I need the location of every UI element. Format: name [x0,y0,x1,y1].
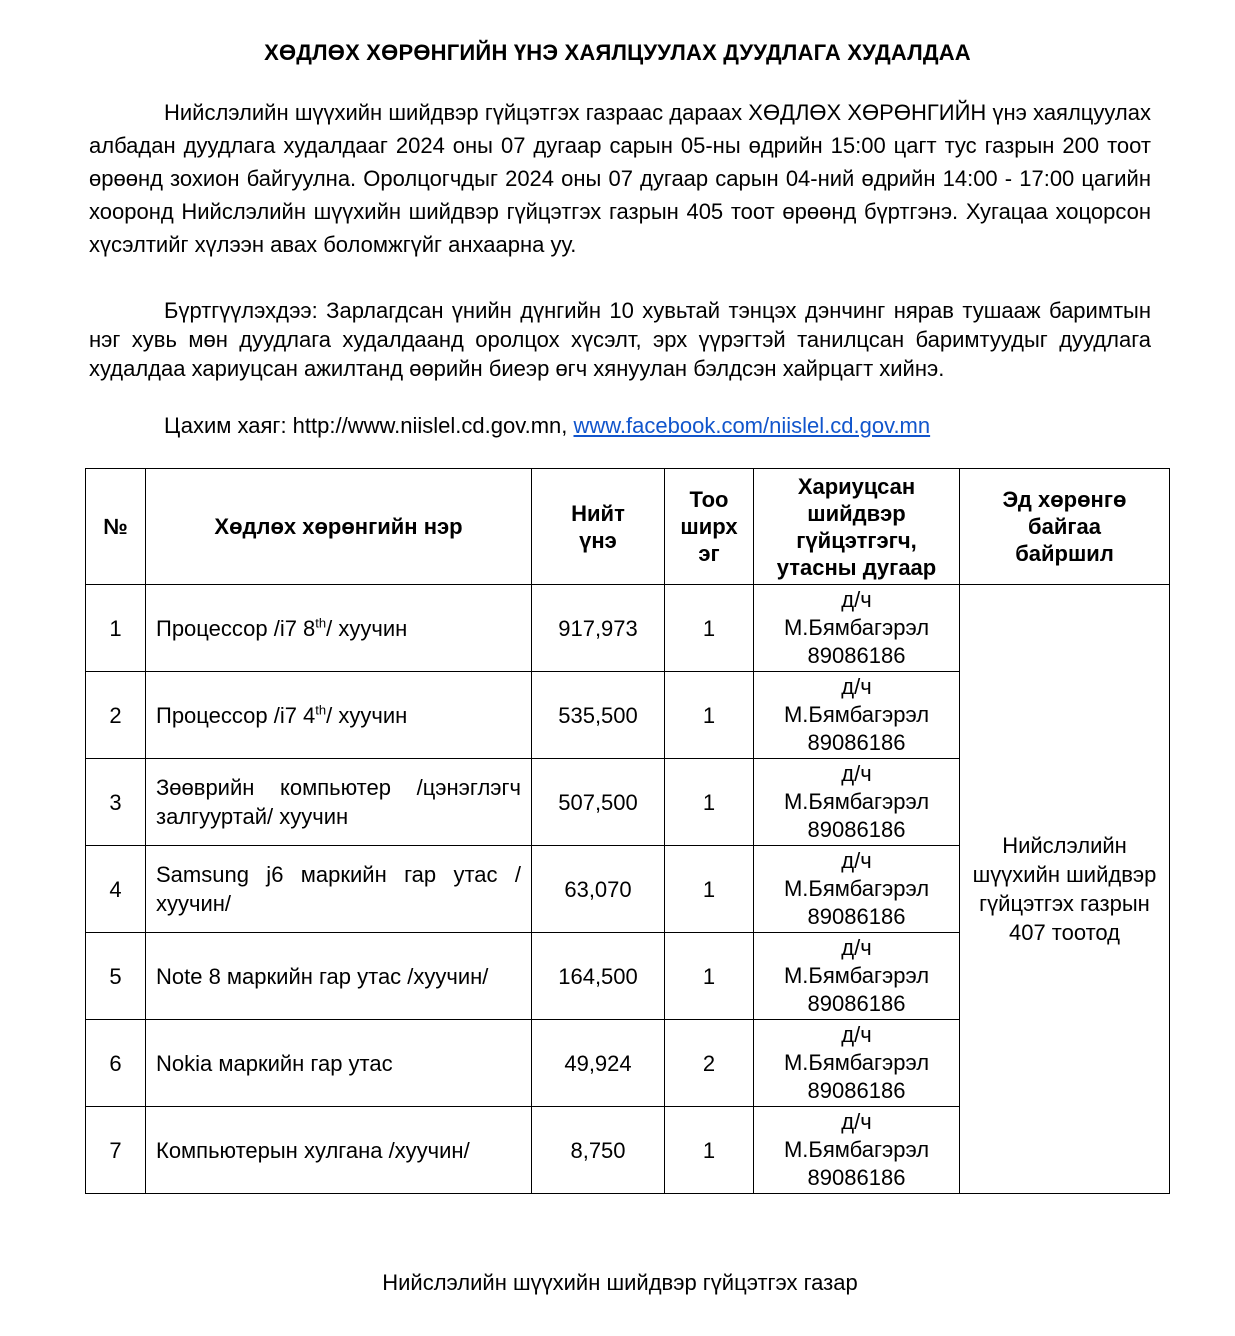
item-price: 164,500 [532,933,665,1020]
items-table [85,468,1170,1194]
header-price: Нийт үнэ [532,469,665,585]
item-quantity: 1 [665,672,754,759]
header-location: Эд хөрөнгө байгаа байршил [960,469,1170,585]
item-responsible: д/ч М.Бямбагэрэл 89086186 [754,672,960,759]
footer-organization: Нийслэлийн шүүхийн шийдвэр гүйцэтгэх газар [382,1270,858,1295]
item-responsible: д/ч М.Бямбагэрэл 89086186 [754,846,960,933]
item-name: Зөөврийн компьютер /цэнэглэгч залгууртай/ хуучин [146,759,532,846]
item-responsible: д/ч М.Бямбагэрэл 89086186 [754,1107,960,1194]
item-number: 6 [86,1020,146,1107]
item-name: Процессор /i7 8th/ хуучин [146,585,532,672]
item-number: 4 [86,846,146,933]
item-number: 5 [86,933,146,1020]
item-price: 8,750 [532,1107,665,1194]
item-quantity: 1 [665,759,754,846]
item-number: 3 [86,759,146,846]
table-header-row [86,469,1170,585]
item-responsible: д/ч М.Бямбагэрэл 89086186 [754,585,960,672]
item-quantity: 1 [665,933,754,1020]
document-title: ХӨДЛӨХ ХӨРӨНГИЙН ҮНЭ ХАЯЛЦУУЛАХ ДУУДЛАГА ХУДАЛДАА [264,40,971,65]
item-quantity: 1 [665,846,754,933]
header-name: Хөдлөх хөрөнгийн нэр [146,469,532,585]
item-location: Нийслэлийн шүүхийн шийдвэр гүйцэтгэх газрын 407 тоотод [960,585,1170,1194]
item-name: Nokia маркийн гар утас [146,1020,532,1107]
item-price: 507,500 [532,759,665,846]
contact-line [164,410,1154,442]
item-quantity: 1 [665,585,754,672]
header-no: № [86,469,146,585]
item-price: 917,973 [532,585,665,672]
header-responsible: Хариуцсан шийдвэр гүйцэтгэгч, утасны дугаар [754,469,960,585]
facebook-link[interactable]: www.facebook.com/niislel.cd.gov.mn [573,413,931,438]
item-name: Процессор /i7 4th/ хуучин [146,672,532,759]
table-row [86,585,1170,672]
item-price: 49,924 [532,1020,665,1107]
item-number: 7 [86,1107,146,1194]
item-name: Компьютерын хулгана /хуучин/ [146,1107,532,1194]
item-name: Note 8 маркийн гар утас /хуучин/ [146,933,532,1020]
intro-paragraph: Нийслэлийн шүүхийн шийдвэр гүйцэтгэх газраас дараах ХӨДЛӨХ ХӨРӨНГИЙН үнэ хаялцуулах албадан дуудлага худалдааг 2024 оны 07 дугаар сарын 05-ны өдрийн 15:00 цагт тус газрын 200 тоот өрөөнд зохион байгуулна. Оролцогчдыг 2024 оны 07 дугаар сарын 04-ний өдрийн 14:00 - 17:00 цагийн хооронд Нийслэлийн шүүхийн шийдвэр гүйцэтгэх газрын 405 тоот өрөөнд бүртгэнэ. Хугацаа хоцорсон хүсэлтийг хүлээн авах боломжгүйг анхаарна уу. [89,100,1151,257]
item-quantity: 2 [665,1020,754,1107]
item-number: 1 [86,585,146,672]
header-qty: Тоо ширхэг [665,469,754,585]
item-name: Samsung j6 маркийн гар утас /хуучин/ [146,846,532,933]
item-responsible: д/ч М.Бямбагэрэл 89086186 [754,1020,960,1107]
item-responsible: д/ч М.Бямбагэрэл 89086186 [754,759,960,846]
item-number: 2 [86,672,146,759]
item-responsible: д/ч М.Бямбагэрэл 89086186 [754,933,960,1020]
contact-label: Цахим хаяг: http://www.niislel.cd.gov.mn, [164,413,574,438]
item-price: 63,070 [532,846,665,933]
item-quantity: 1 [665,1107,754,1194]
registration-paragraph: Бүртгүүлэхдээ: Зарлагдсан үнийн дүнгийн 10 хувьтай тэнцэх дэнчинг нярав тушааж баримтын нэг хувь мөн дуудлага худалдаанд оролцох хүсэлт, эрх үүрэгтэй танилцсан баримтуудыг дуудлага худалдаа хариуцсан ажилтанд өөрийн биеэр өгч хянуулан бэлдсэн хайрцагт хийнэ. [89,298,1151,381]
item-price: 535,500 [532,672,665,759]
